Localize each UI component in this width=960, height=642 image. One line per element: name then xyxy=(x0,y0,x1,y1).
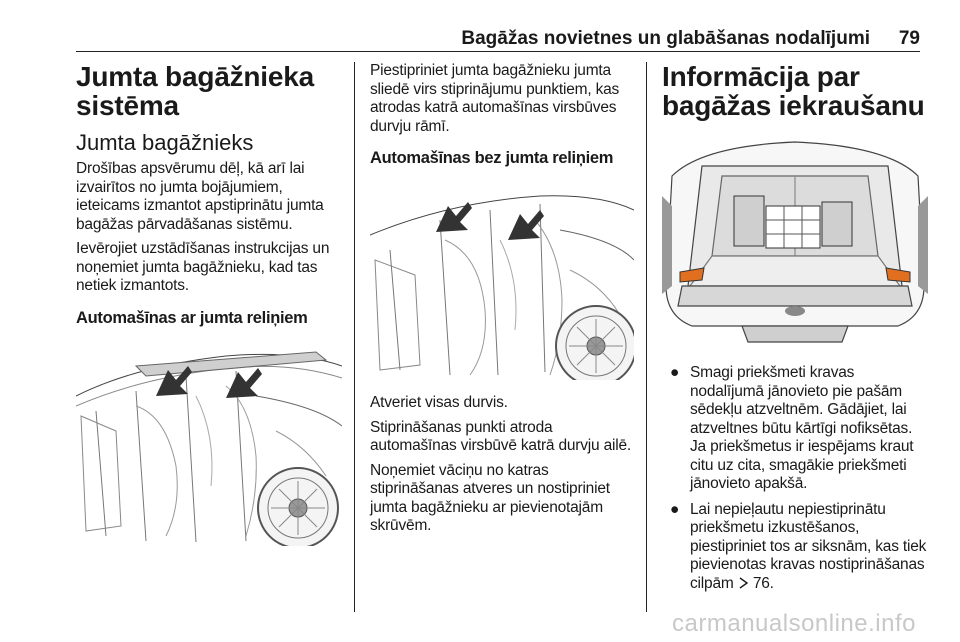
page-reference-icon[interactable] xyxy=(738,575,749,594)
roof-rails-illustration xyxy=(76,336,342,546)
section-heading: Jumta bagāžnieka sistēma xyxy=(76,61,314,121)
column-3 xyxy=(662,62,928,600)
column-2 xyxy=(370,62,634,542)
paragraph: Drošības apsvērumu dēļ, kā arī lai izvairītos no jumta bojājumiem, ieteicams izmantot apstiprinātu jumta bagāžas pārvadāšanas sistēmu. xyxy=(76,160,324,233)
paragraph: Atveriet visas durvis. xyxy=(370,394,508,411)
arrow-icon xyxy=(436,202,472,232)
paragraph: Noņemiet vāciņu no katras stiprināšanas atveres un nostipriniet jumta bagāžnieku ar pievienotajām skrūvēm. xyxy=(370,461,610,534)
paragraph: Stiprināšanas punkti atroda automašīnas virsbūvē katrā durvju ailē. xyxy=(370,418,631,454)
watermark: carmanualsonline.info xyxy=(672,610,916,637)
section-heading: Informācija par bagāžas iekraušanu xyxy=(662,61,925,121)
page-header xyxy=(0,28,960,50)
header-rule xyxy=(76,51,920,52)
section-title: Automašīnas ar jumta reliņiem xyxy=(76,308,308,327)
bullet-icon: ● xyxy=(670,364,680,381)
no-roof-rails-illustration xyxy=(370,180,634,380)
section-title: Automašīnas bez jumta reliņiem xyxy=(370,149,614,167)
page-reference[interactable]: 76. xyxy=(752,574,774,592)
header-title: Bagāžas novietnes un glabāšanas nodalījumi xyxy=(461,28,870,49)
bullet-icon: ● xyxy=(670,500,680,518)
paragraph: Piestipriniet jumta bagāžnieku jumta sliedē virs stiprinājumu punktiem, kas atrodas katrā automašīnas virsbūves durvju rāmī. xyxy=(370,62,620,135)
column-divider xyxy=(646,62,647,612)
column-1 xyxy=(76,62,342,546)
paragraph: Ievērojiet uzstādīšanas instrukcijas un noņemiet jumta bagāžnieku, kad tas netiek izmantots. xyxy=(76,240,330,294)
cargo-loading-illustration xyxy=(662,136,928,346)
page-number: 79 xyxy=(898,28,920,49)
column-divider xyxy=(354,62,355,612)
arrow-icon xyxy=(226,368,262,398)
list-item-text: Smagi priekšmeti kravas nodalījumā jānovieto pie pašām sēdekļu atzveltnēm. Gādājiet, lai atzveltnes būtu kārtīgi nofiksētas. Ja priekšmetus ir iespējams kraut citu uz cita, smagākie priekšmeti jānovieto apakšā. xyxy=(690,364,914,492)
list-item-text: Lai nepieļautu nepiestiprinātu priekšmetu izkustēšanos, piestipriniet tos ar siksnām, kas tiek pievienotas kravas nostiprināšanas cilpām xyxy=(690,500,927,592)
loading-tips-list xyxy=(662,364,928,593)
list-item xyxy=(662,364,928,494)
list-item xyxy=(662,501,928,594)
subsection-heading: Jumta bagāžnieks xyxy=(76,130,254,155)
